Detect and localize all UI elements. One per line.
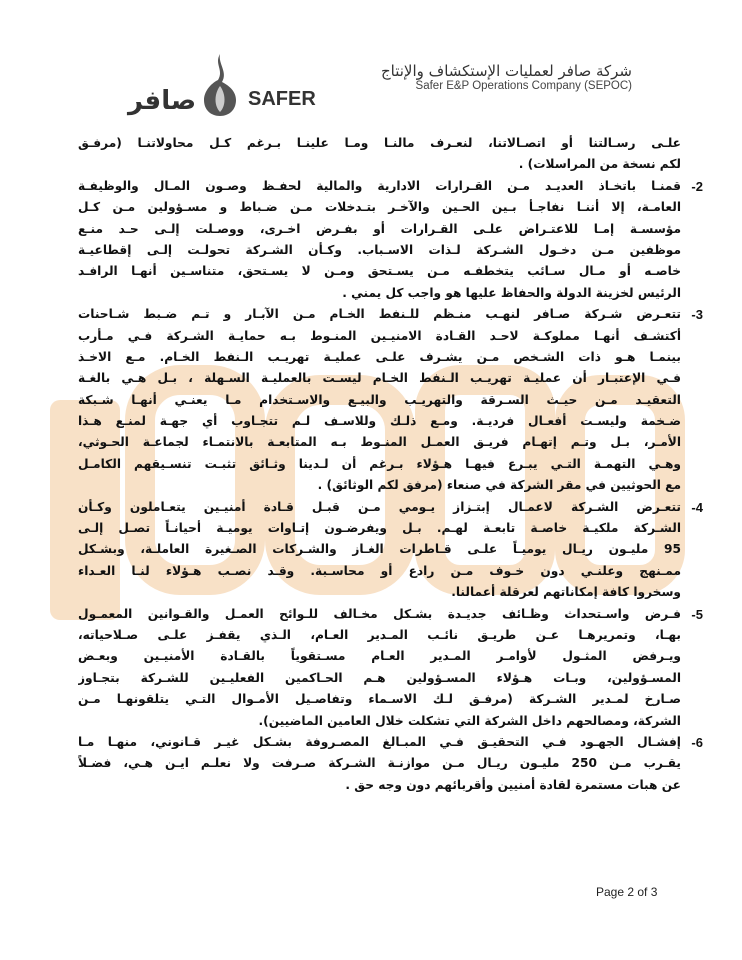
- text-line: مؤسسـة إمـا للاعتـراض علـى القـرارات أو بفـرض اخـرى، ووصـلت إلـى حـد منـع: [78, 221, 681, 236]
- paragraph: [78, 604, 703, 732]
- text-line: الشركة، ومصالحهم داخل الشركة التي تشكلت خلال العامين الماضيين).: [258, 713, 681, 728]
- text-line: تتعـرض الشـركة لاعمـال إبتـزاز يـومي مـن قبـل قـادة أمنيـين يتعـاملون وكـأن: [78, 499, 681, 514]
- paragraph-number: 3-: [691, 307, 703, 323]
- company-name: [381, 62, 632, 92]
- text-line: يقـرب مـن 250 مليـون ريـال مـن موازنـة الشـركة صـرفت ولا نعلـم ايـن هـي، فضـلاً: [78, 756, 681, 771]
- text-line: بهـا، وتمريرهـا عـن طريـق نائـب المـدير العـام، الـذي يقفـز علـى صـلاحياته،: [78, 627, 681, 642]
- text-line: خاصـه أو مـال سـائب يتخطفـه مـن يسـتحق ومـن لا يسـتحق، متناسـين أنهـا الرافـد: [78, 264, 681, 279]
- text-line: العامـة، إلا أننـا نفاجـأ بـين الحـين والآخـر بتـدخلات مـن ضـباط و مسـؤولين مـن كـل: [78, 200, 681, 215]
- paragraph-number: 6-: [691, 734, 703, 750]
- text-line: الأمـر، بـل وتـم إتهـام فريـق العمـل المنـوط بـه المتابعـة بالانتمـاء لجماعـة الحـوثي،: [78, 435, 681, 450]
- text-line: 95 مليـون ريـال يوميـاً علـى قـاطرات الغـاز والشـركات الصـغيرة العاملـة، وبشـكل: [78, 542, 681, 557]
- oil-drop-icon: [200, 50, 240, 118]
- text-line: قمنـا باتخـاذ العديـد مـن القـرارات الادارية والمالية لحفـظ وصـون المـال والوظيفـة: [78, 178, 681, 193]
- text-line: علـى رسـالتنا أو اتصـالاتنا، لنعـرف مالنـا ومـا علينـا بـرغم كـل محاولاتنـا (مرفـق: [78, 136, 681, 150]
- text-line: الرئيس لخزينة الدولة والحفاظ عليها هو واجب كل يمني .: [342, 285, 681, 300]
- text-line: المسـؤولين، وبـات هـؤلاء المسـؤولين هـم الحـاكمين الفعليـين للشـركة بتجـاوز: [78, 670, 681, 685]
- page-number: Page 2 of 3: [596, 885, 658, 899]
- text-line: إفشـال الجهـود فـي التحقيـق فـي المبـالغ المصـروفة بشـكل غيـر قـانوني، منهـا مـا: [78, 734, 681, 749]
- logo-english: SAFER: [248, 88, 316, 110]
- text-line: تتعـرض شـركة صـافر لنهـب منـظم للـنفط الخـام مـن الآبـار و تـم ضـبط شـاحنات: [78, 307, 681, 322]
- text-line: التعقيـد مـن حيـث السـرقة والتهريـب والبيـع والاسـتخدام مـا يعنـي أنهـا شـبكة: [78, 392, 681, 407]
- text-line: صـارخ لمـدير الشـركة (مرفـق لـك الاسـماء وتفاصـيل الأمـوال التـي يتلقونهـا مـن: [78, 692, 681, 707]
- text-line: فـي الإعتبـار أن عمليـة تهريـب الـنفط الخـام ليسـت بالعمليـة السـهلة ، بـل هـي بالغـة: [78, 371, 681, 386]
- text-line: وهـي التهمـة التـي يبـرع فيهـا هـؤلاء بـرغم أن لـدينا وثـائق تثبـت تنسـيقهم الكامـل: [78, 456, 681, 471]
- text-line: ممـنهج وعلنـي دون خـوف مـن رادع أو محاسـبة. وقـد نصـب هـؤلاء لنـا العـداء: [78, 563, 681, 578]
- paragraph: [78, 133, 703, 176]
- text-line: عن هبات مستمرة لقادة أمنيين وأقربائهم دون وجه حق .: [345, 777, 681, 792]
- text-line: وسخروا كافة إمكاناتهم لعرقلة أعمالنا.: [451, 585, 681, 600]
- company-name-arabic: شركة صافر لعمليات الإستكشاف والإنتاج: [380, 62, 632, 80]
- paragraph: [78, 497, 703, 604]
- logo-arabic: صافر: [128, 86, 197, 116]
- company-name-english: Safer E&P Operations Company (SEPOC): [415, 80, 632, 92]
- paragraph: [78, 304, 703, 497]
- text-line: فـرض واسـتحداث وظـائف جديـدة بشـكل مخـالف للـوائح العمـل والقـوانين المعمـول: [78, 606, 681, 621]
- text-line: ضـخمة وليسـت أفعـال فرديـة. ومـع ذلـك وللاسـف لـم تتجـاوب أي جهـة لمنـع هـذا: [78, 414, 681, 429]
- document-body: [78, 133, 703, 796]
- text-line: مع الحوثيين في مقر الشركة في صنعاء (مرفق لكم الوثائق) .: [317, 478, 681, 493]
- text-line: الشـركة ملكيـة خاصـة تابعـة لهـم. بـل ويفرضـون إتـاوات يوميـة أحيانـاً تصـل إلـى: [78, 521, 681, 536]
- paragraph-number: 2-: [691, 178, 703, 194]
- paragraph-number: 4-: [691, 499, 703, 515]
- text-line: أكتشـف أنهـا مملوكـة لاحـد القـادة الامنيـين المنـوط بـه حمايـة الشـركة فـي مـأرب: [78, 328, 681, 343]
- text-line: لكم نسخة من المراسلات) .: [518, 157, 681, 172]
- text-line: موظفين مـن دخـول الشـركة لـذات الاسـباب. وكـأن الشـركة تحولـت إلـى إقطاعيـة: [78, 242, 681, 257]
- paragraph: [78, 176, 703, 304]
- text-line: بينمـا هـو ذات الشـخص مـن يشـرف علـى عمليـة تهريـب الـنفط الخـام. مـع الاخـذ: [78, 349, 681, 364]
- paragraph: [78, 732, 703, 796]
- paragraph-number: 5-: [691, 606, 703, 622]
- text-line: ويـرفض المثـول لأوامـر المـدير العـام مسـتقوياً بالقـادة الأمنيـين وبعـض: [78, 649, 681, 664]
- company-logo: [120, 48, 320, 118]
